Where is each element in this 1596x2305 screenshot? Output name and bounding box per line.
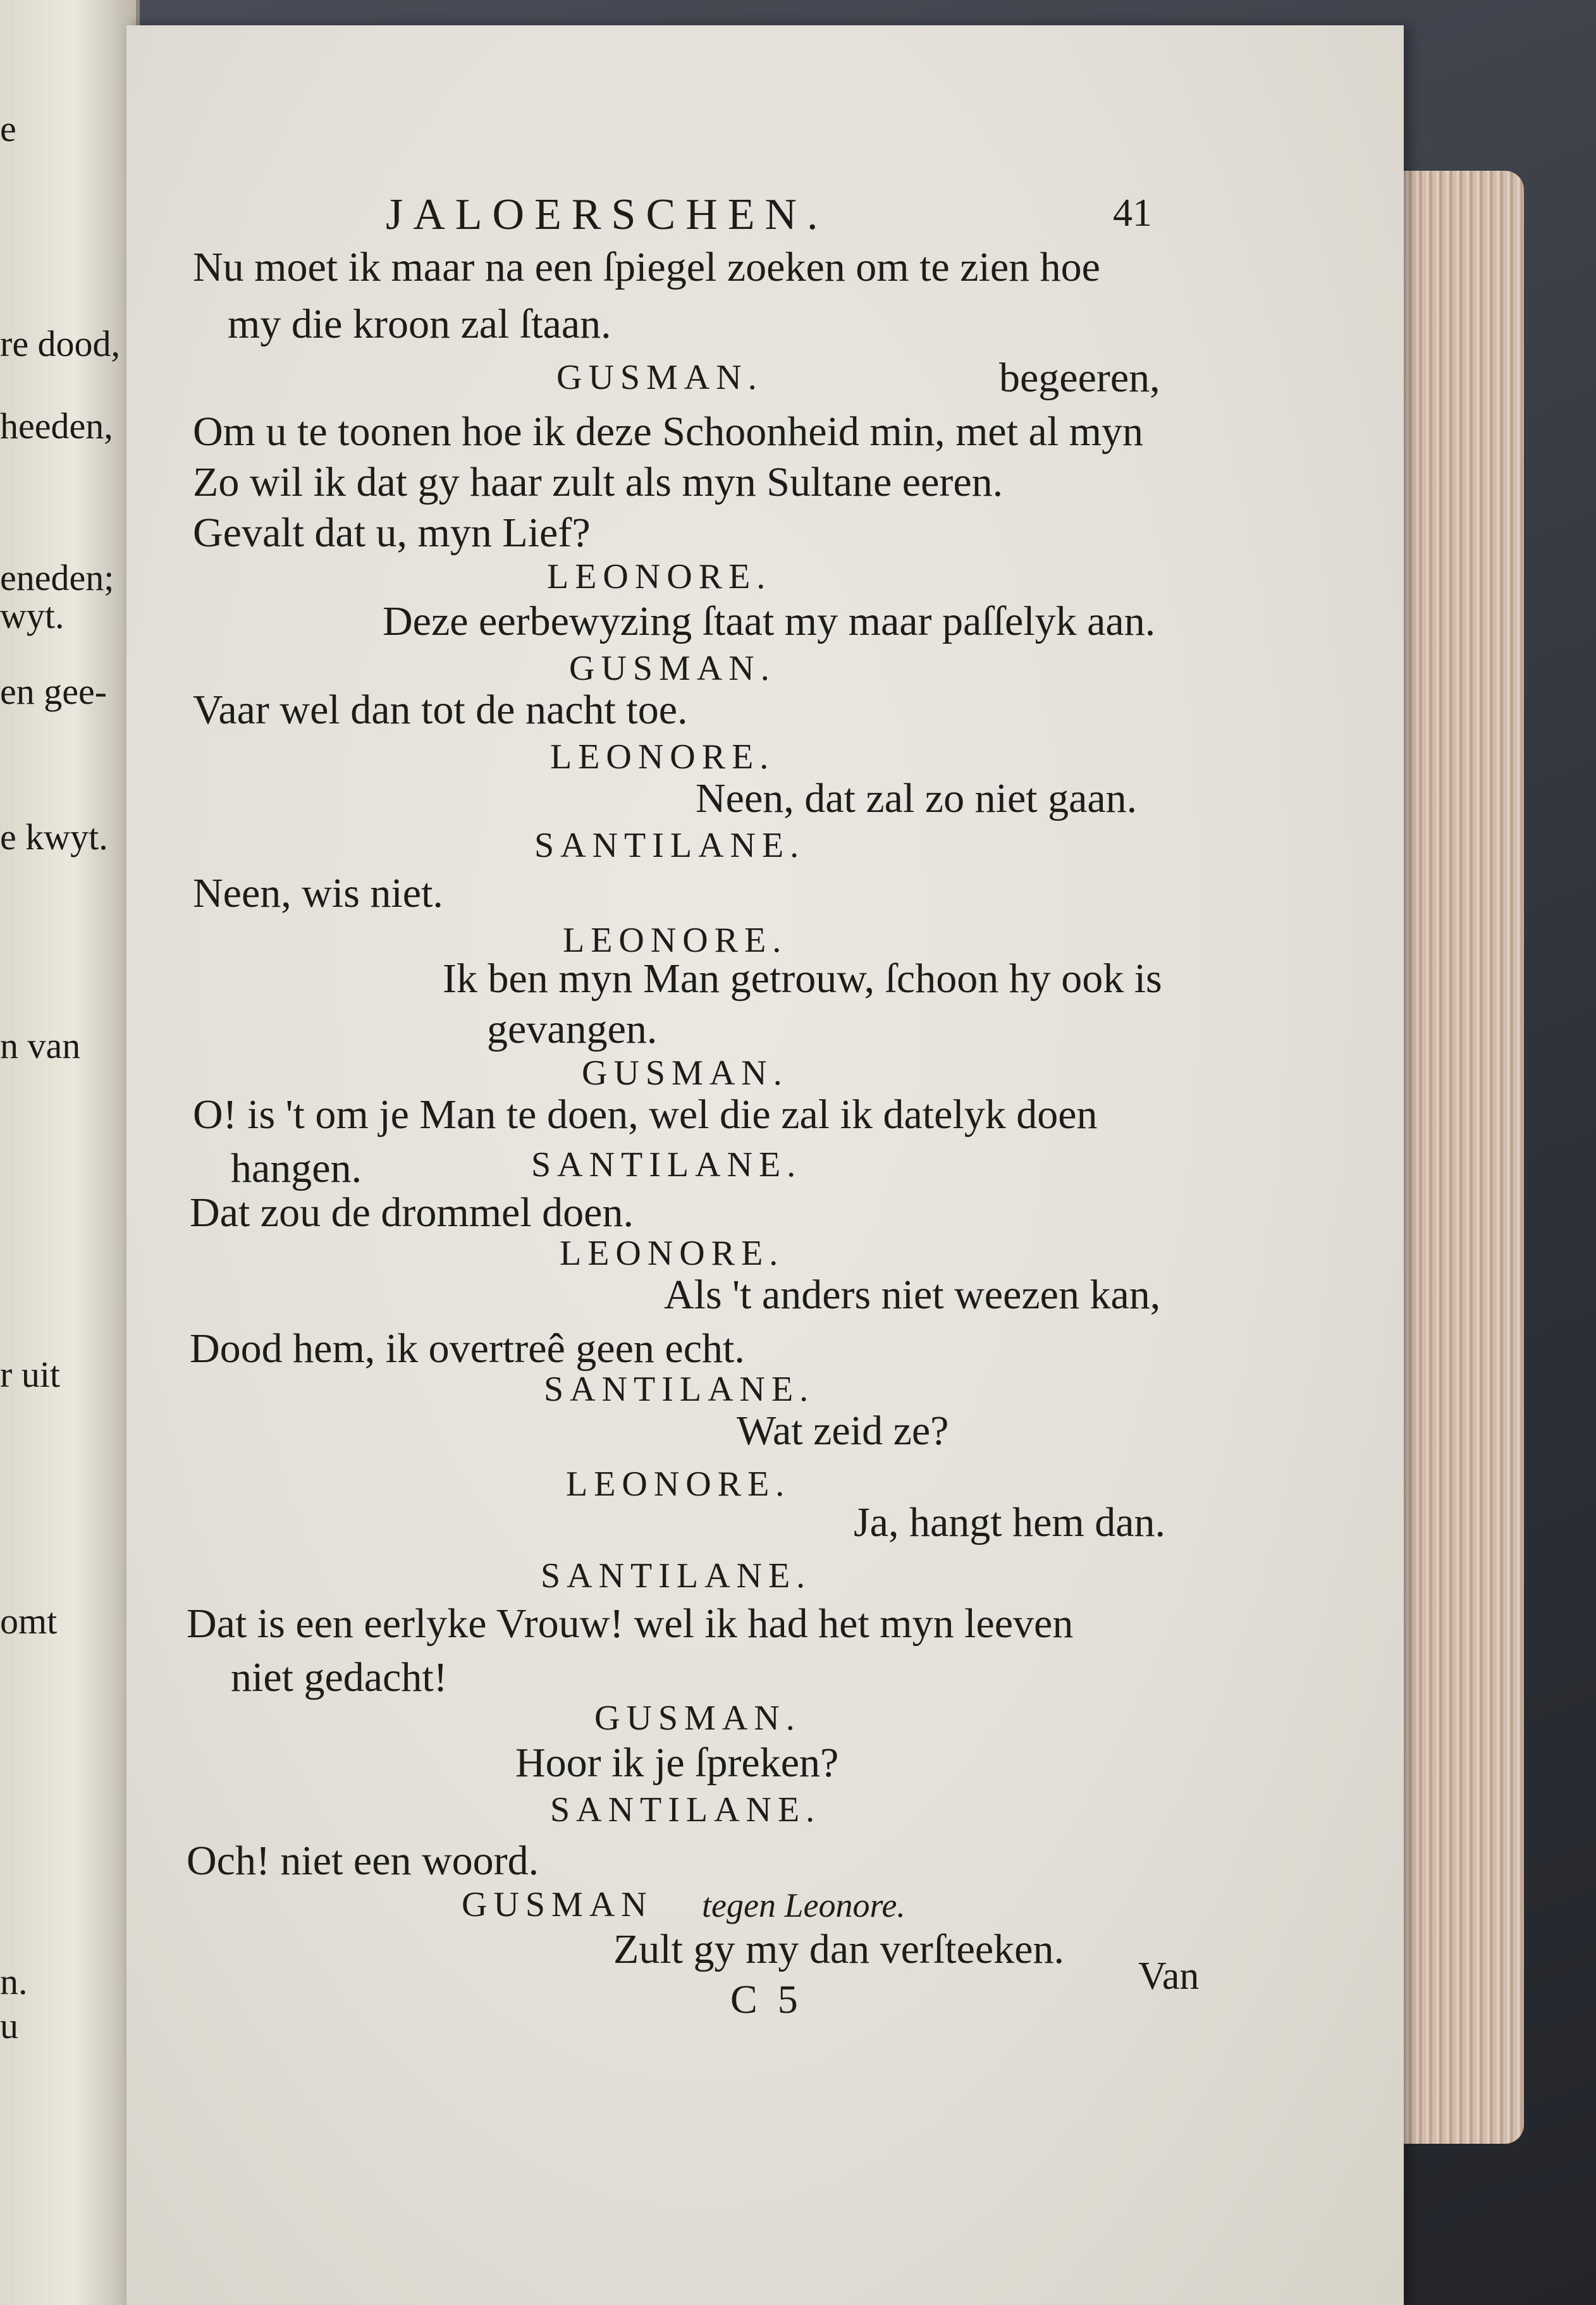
text-line: my die kroon zal ſtaan. bbox=[228, 301, 611, 347]
left-page-fragment: n van bbox=[0, 1025, 81, 1066]
text-line: gevangen. bbox=[487, 1006, 658, 1052]
speaker-name: GUSMAN. bbox=[556, 358, 763, 397]
speaker-name: LEONORE. bbox=[550, 737, 775, 777]
text-line: Om u te toonen hoe ik deze Schoonheid min, met al myn bbox=[193, 409, 1144, 455]
speaker-name: LEONORE. bbox=[560, 1234, 785, 1273]
left-page-fragment: u bbox=[0, 2005, 18, 2046]
text-line: Wat zeid ze? bbox=[737, 1408, 949, 1454]
text-line: Ik ben myn Man getrouw, ſchoon hy ook is bbox=[443, 956, 1162, 1002]
text-line: Neen, dat zal zo niet gaan. bbox=[696, 775, 1138, 821]
left-page-fragment: heeden, bbox=[0, 405, 113, 446]
speaker-name: GUSMAN. bbox=[582, 1054, 789, 1093]
text-line: Dat zou de drommel doen. bbox=[190, 1189, 634, 1236]
text-line: Als 't anders niet weezen kan, bbox=[664, 1272, 1161, 1318]
speaker-name: SANTILANE. bbox=[531, 1145, 802, 1184]
book-page bbox=[126, 25, 1404, 2305]
text-line: Ja, hangt hem dan. bbox=[854, 1499, 1166, 1546]
left-page-fragment: e kwyt. bbox=[0, 816, 108, 857]
stage-direction: tegen Leonore. bbox=[702, 1886, 905, 1924]
text-line: hangen. bbox=[231, 1145, 362, 1191]
speaker-name: SANTILANE. bbox=[541, 1556, 812, 1595]
speaker-name: LEONORE. bbox=[563, 921, 788, 960]
text-line: Hoor ik je ſpreken? bbox=[515, 1740, 839, 1786]
catchword: Van bbox=[1138, 1955, 1200, 1998]
left-page-fragment: e bbox=[0, 108, 16, 149]
text-line: Och! niet een woord. bbox=[187, 1838, 539, 1884]
speaker-name: GUSMAN. bbox=[594, 1699, 801, 1738]
speaker-name: GUSMAN. bbox=[569, 649, 776, 688]
text-line: Gevalt dat u, myn Lief? bbox=[193, 510, 591, 556]
left-page-fragment: n. bbox=[0, 1961, 28, 2002]
speaker-name: SANTILANE. bbox=[544, 1370, 815, 1409]
text-line: Dat is een eerlyke Vrouw! wel ik had het myn leeven bbox=[187, 1601, 1074, 1647]
text-line: Nu moet ik maar na een ſpiegel zoeken om te zien hoe bbox=[193, 244, 1100, 290]
speaker-name: LEONORE. bbox=[566, 1465, 791, 1504]
text-line: niet gedacht! bbox=[231, 1654, 448, 1700]
text-line: Zult gy my dan verſteeken. bbox=[613, 1926, 1064, 1972]
signature-mark: C 5 bbox=[730, 1977, 803, 2022]
text-line: O! is 't om je Man te doen, wel die zal ik datelyk doen bbox=[193, 1091, 1098, 1138]
text-line: Vaar wel dan tot de nacht toe. bbox=[193, 687, 688, 733]
left-page-fragment: re dood, bbox=[0, 323, 121, 364]
left-page-fragment: r uit bbox=[0, 1354, 61, 1395]
speaker-name: SANTILANE. bbox=[534, 826, 806, 865]
text-line: Zo wil ik dat gy haar zult als myn Sultane eeren. bbox=[193, 459, 1004, 505]
speaker-name: LEONORE. bbox=[547, 557, 772, 596]
left-page-fragment: eneden; bbox=[0, 557, 114, 598]
speaker-name: GUSMAN bbox=[462, 1885, 653, 1924]
speaker-name: SANTILANE. bbox=[550, 1790, 821, 1829]
text-line: Deze eerbewyzing ſtaat my maar paſſelyk aan. bbox=[383, 598, 1156, 644]
text-line: Neen, wis niet. bbox=[193, 870, 443, 916]
left-page-fragment: wyt. bbox=[0, 595, 64, 636]
left-page bbox=[0, 0, 140, 2305]
text-line: begeeren, bbox=[999, 355, 1160, 401]
text-line: Dood hem, ik overtreê geen echt. bbox=[190, 1325, 745, 1372]
running-title: JALOERSCHEN. bbox=[386, 190, 828, 239]
left-page-fragment: omt bbox=[0, 1601, 58, 1642]
left-page-fragment: en gee- bbox=[0, 671, 107, 712]
page-number: 41 bbox=[1113, 192, 1152, 235]
